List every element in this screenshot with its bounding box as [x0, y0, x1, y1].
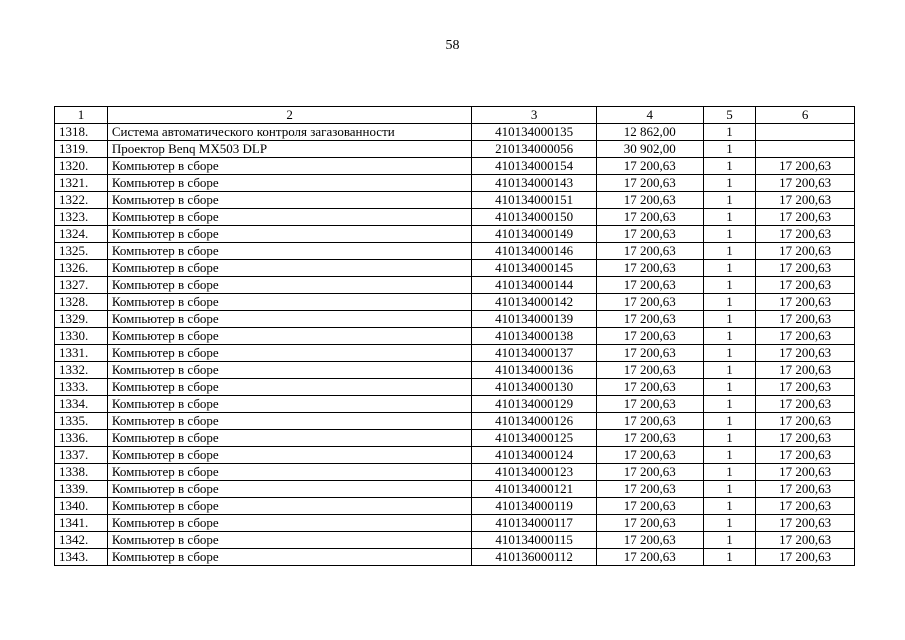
quantity-cell: 1 — [703, 260, 756, 277]
item-name-cell: Компьютер в сборе — [107, 175, 471, 192]
total-cell: 17 200,63 — [756, 549, 855, 566]
total-cell: 17 200,63 — [756, 345, 855, 362]
price-cell: 30 902,00 — [596, 141, 703, 158]
inventory-number-cell: 410134000143 — [472, 175, 597, 192]
inventory-number-cell: 410134000144 — [472, 277, 597, 294]
inventory-number-cell: 410134000146 — [472, 243, 597, 260]
price-cell: 17 200,63 — [596, 226, 703, 243]
inventory-number-cell: 410134000117 — [472, 515, 597, 532]
total-cell — [756, 124, 855, 141]
price-cell: 17 200,63 — [596, 158, 703, 175]
row-number-cell: 1323. — [55, 209, 108, 226]
table-row — [55, 549, 855, 566]
item-name-cell: Проектор Benq MX503 DLP — [107, 141, 471, 158]
item-name-cell: Компьютер в сборе — [107, 311, 471, 328]
table-row — [55, 481, 855, 498]
total-cell: 17 200,63 — [756, 277, 855, 294]
table-row — [55, 345, 855, 362]
quantity-cell: 1 — [703, 243, 756, 260]
table-row — [55, 175, 855, 192]
item-name-cell: Компьютер в сборе — [107, 515, 471, 532]
inventory-number-cell: 410134000119 — [472, 498, 597, 515]
total-cell: 17 200,63 — [756, 379, 855, 396]
table-row — [55, 192, 855, 209]
total-cell — [756, 141, 855, 158]
total-cell: 17 200,63 — [756, 532, 855, 549]
total-cell: 17 200,63 — [756, 328, 855, 345]
table-row — [55, 515, 855, 532]
total-cell: 17 200,63 — [756, 226, 855, 243]
inventory-number-cell: 410134000115 — [472, 532, 597, 549]
row-number-cell: 1333. — [55, 379, 108, 396]
inventory-number-cell: 410134000145 — [472, 260, 597, 277]
quantity-cell: 1 — [703, 447, 756, 464]
total-cell: 17 200,63 — [756, 481, 855, 498]
row-number-cell: 1339. — [55, 481, 108, 498]
row-number-cell: 1342. — [55, 532, 108, 549]
total-cell: 17 200,63 — [756, 158, 855, 175]
inventory-number-cell: 410134000149 — [472, 226, 597, 243]
table-row — [55, 277, 855, 294]
price-cell: 17 200,63 — [596, 379, 703, 396]
item-name-cell: Компьютер в сборе — [107, 277, 471, 294]
item-name-cell: Компьютер в сборе — [107, 532, 471, 549]
table-row — [55, 158, 855, 175]
item-name-cell: Компьютер в сборе — [107, 243, 471, 260]
row-number-cell: 1330. — [55, 328, 108, 345]
item-name-cell: Компьютер в сборе — [107, 464, 471, 481]
price-cell: 17 200,63 — [596, 243, 703, 260]
price-cell: 17 200,63 — [596, 345, 703, 362]
total-cell: 17 200,63 — [756, 175, 855, 192]
total-cell: 17 200,63 — [756, 192, 855, 209]
inventory-number-cell: 410134000137 — [472, 345, 597, 362]
quantity-cell: 1 — [703, 379, 756, 396]
price-cell: 17 200,63 — [596, 464, 703, 481]
header-cell-1: 1 — [55, 107, 108, 124]
item-name-cell: Компьютер в сборе — [107, 447, 471, 464]
row-number-cell: 1320. — [55, 158, 108, 175]
quantity-cell: 1 — [703, 515, 756, 532]
quantity-cell: 1 — [703, 328, 756, 345]
row-number-cell: 1324. — [55, 226, 108, 243]
inventory-number-cell: 410134000142 — [472, 294, 597, 311]
header-cell-3: 3 — [472, 107, 597, 124]
header-cell-2: 2 — [107, 107, 471, 124]
price-cell: 17 200,63 — [596, 277, 703, 294]
row-number-cell: 1321. — [55, 175, 108, 192]
header-cell-6: 6 — [756, 107, 855, 124]
inventory-number-cell: 410134000138 — [472, 328, 597, 345]
price-cell: 12 862,00 — [596, 124, 703, 141]
row-number-cell: 1337. — [55, 447, 108, 464]
total-cell: 17 200,63 — [756, 498, 855, 515]
total-cell: 17 200,63 — [756, 430, 855, 447]
price-cell: 17 200,63 — [596, 532, 703, 549]
item-name-cell: Компьютер в сборе — [107, 396, 471, 413]
quantity-cell: 1 — [703, 226, 756, 243]
table-row — [55, 209, 855, 226]
total-cell: 17 200,63 — [756, 311, 855, 328]
row-number-cell: 1338. — [55, 464, 108, 481]
item-name-cell: Компьютер в сборе — [107, 192, 471, 209]
item-name-cell: Компьютер в сборе — [107, 379, 471, 396]
price-cell: 17 200,63 — [596, 549, 703, 566]
inventory-table-body — [55, 107, 855, 566]
row-number-cell: 1341. — [55, 515, 108, 532]
price-cell: 17 200,63 — [596, 328, 703, 345]
table-row — [55, 124, 855, 141]
row-number-cell: 1326. — [55, 260, 108, 277]
inventory-number-cell: 210134000056 — [472, 141, 597, 158]
row-number-cell: 1343. — [55, 549, 108, 566]
table-row — [55, 396, 855, 413]
inventory-number-cell: 410134000139 — [472, 311, 597, 328]
table-row — [55, 328, 855, 345]
price-cell: 17 200,63 — [596, 362, 703, 379]
inventory-number-cell: 410134000154 — [472, 158, 597, 175]
item-name-cell: Компьютер в сборе — [107, 430, 471, 447]
inventory-number-cell: 410134000129 — [472, 396, 597, 413]
price-cell: 17 200,63 — [596, 498, 703, 515]
quantity-cell: 1 — [703, 124, 756, 141]
item-name-cell: Компьютер в сборе — [107, 226, 471, 243]
price-cell: 17 200,63 — [596, 481, 703, 498]
item-name-cell: Компьютер в сборе — [107, 328, 471, 345]
price-cell: 17 200,63 — [596, 209, 703, 226]
item-name-cell: Компьютер в сборе — [107, 345, 471, 362]
inventory-number-cell: 410134000136 — [472, 362, 597, 379]
table-row — [55, 464, 855, 481]
total-cell: 17 200,63 — [756, 294, 855, 311]
row-number-cell: 1332. — [55, 362, 108, 379]
quantity-cell: 1 — [703, 209, 756, 226]
quantity-cell: 1 — [703, 413, 756, 430]
total-cell: 17 200,63 — [756, 396, 855, 413]
item-name-cell: Компьютер в сборе — [107, 549, 471, 566]
total-cell: 17 200,63 — [756, 362, 855, 379]
total-cell: 17 200,63 — [756, 515, 855, 532]
item-name-cell: Система автоматического контроля загазованности — [107, 124, 471, 141]
quantity-cell: 1 — [703, 362, 756, 379]
item-name-cell: Компьютер в сборе — [107, 209, 471, 226]
row-number-cell: 1340. — [55, 498, 108, 515]
total-cell: 17 200,63 — [756, 413, 855, 430]
quantity-cell: 1 — [703, 481, 756, 498]
price-cell: 17 200,63 — [596, 447, 703, 464]
table-row — [55, 362, 855, 379]
table-row — [55, 532, 855, 549]
page-number: 58 — [445, 38, 460, 53]
row-number-cell: 1328. — [55, 294, 108, 311]
item-name-cell: Компьютер в сборе — [107, 481, 471, 498]
row-number-cell: 1319. — [55, 141, 108, 158]
row-number-cell: 1322. — [55, 192, 108, 209]
quantity-cell: 1 — [703, 532, 756, 549]
price-cell: 17 200,63 — [596, 175, 703, 192]
quantity-cell: 1 — [703, 158, 756, 175]
quantity-cell: 1 — [703, 498, 756, 515]
table-row — [55, 294, 855, 311]
inventory-number-cell: 410134000126 — [472, 413, 597, 430]
price-cell: 17 200,63 — [596, 192, 703, 209]
inventory-number-cell: 410136000112 — [472, 549, 597, 566]
price-cell: 17 200,63 — [596, 413, 703, 430]
row-number-cell: 1335. — [55, 413, 108, 430]
quantity-cell: 1 — [703, 192, 756, 209]
table-row — [55, 260, 855, 277]
inventory-number-cell: 410134000151 — [472, 192, 597, 209]
item-name-cell: Компьютер в сборе — [107, 260, 471, 277]
quantity-cell: 1 — [703, 549, 756, 566]
header-cell-5: 5 — [703, 107, 756, 124]
row-number-cell: 1325. — [55, 243, 108, 260]
inventory-number-cell: 410134000125 — [472, 430, 597, 447]
row-number-cell: 1336. — [55, 430, 108, 447]
quantity-cell: 1 — [703, 175, 756, 192]
price-cell: 17 200,63 — [596, 396, 703, 413]
inventory-number-cell: 410134000124 — [472, 447, 597, 464]
quantity-cell: 1 — [703, 277, 756, 294]
item-name-cell: Компьютер в сборе — [107, 158, 471, 175]
table-row — [55, 413, 855, 430]
price-cell: 17 200,63 — [596, 311, 703, 328]
price-cell: 17 200,63 — [596, 260, 703, 277]
row-number-cell: 1329. — [55, 311, 108, 328]
table-row — [55, 447, 855, 464]
table-row — [55, 226, 855, 243]
inventory-number-cell: 410134000130 — [472, 379, 597, 396]
total-cell: 17 200,63 — [756, 209, 855, 226]
quantity-cell: 1 — [703, 294, 756, 311]
table-row — [55, 311, 855, 328]
item-name-cell: Компьютер в сборе — [107, 498, 471, 515]
price-cell: 17 200,63 — [596, 430, 703, 447]
inventory-number-cell: 410134000123 — [472, 464, 597, 481]
table-row — [55, 498, 855, 515]
inventory-number-cell: 410134000135 — [472, 124, 597, 141]
row-number-cell: 1334. — [55, 396, 108, 413]
table-header-row — [55, 107, 855, 124]
quantity-cell: 1 — [703, 345, 756, 362]
inventory-number-cell: 410134000150 — [472, 209, 597, 226]
item-name-cell: Компьютер в сборе — [107, 413, 471, 430]
header-cell-4: 4 — [596, 107, 703, 124]
total-cell: 17 200,63 — [756, 447, 855, 464]
price-cell: 17 200,63 — [596, 515, 703, 532]
total-cell: 17 200,63 — [756, 260, 855, 277]
quantity-cell: 1 — [703, 430, 756, 447]
row-number-cell: 1331. — [55, 345, 108, 362]
table-row — [55, 430, 855, 447]
row-number-cell: 1327. — [55, 277, 108, 294]
quantity-cell: 1 — [703, 396, 756, 413]
price-cell: 17 200,63 — [596, 294, 703, 311]
quantity-cell: 1 — [703, 141, 756, 158]
inventory-table — [54, 106, 855, 566]
inventory-number-cell: 410134000121 — [472, 481, 597, 498]
quantity-cell: 1 — [703, 311, 756, 328]
item-name-cell: Компьютер в сборе — [107, 294, 471, 311]
table-row — [55, 141, 855, 158]
quantity-cell: 1 — [703, 464, 756, 481]
total-cell: 17 200,63 — [756, 243, 855, 260]
row-number-cell: 1318. — [55, 124, 108, 141]
table-row — [55, 243, 855, 260]
table-row — [55, 379, 855, 396]
item-name-cell: Компьютер в сборе — [107, 362, 471, 379]
total-cell: 17 200,63 — [756, 464, 855, 481]
